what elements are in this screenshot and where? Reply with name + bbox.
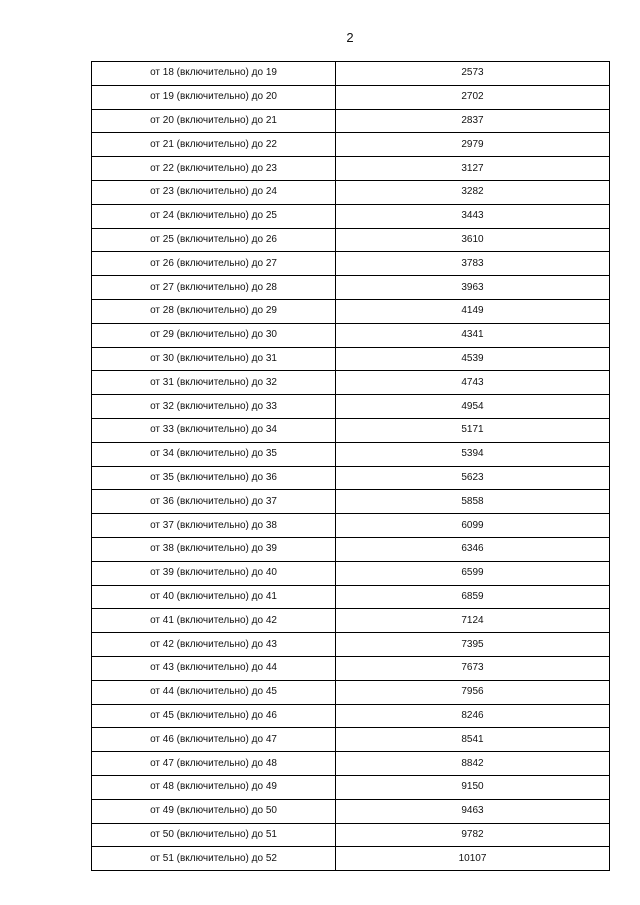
range-cell: от 37 (включительно) до 38	[92, 514, 336, 538]
table-row	[92, 775, 610, 799]
table-row	[92, 466, 610, 490]
range-cell: от 19 (включительно) до 20	[92, 85, 336, 109]
range-cell: от 41 (включительно) до 42	[92, 609, 336, 633]
table-row	[92, 347, 610, 371]
range-cell: от 46 (включительно) до 47	[92, 728, 336, 752]
table-row	[92, 656, 610, 680]
value-cell: 9782	[336, 823, 610, 847]
value-cell: 3282	[336, 180, 610, 204]
table-body	[92, 62, 610, 871]
value-cell: 2979	[336, 133, 610, 157]
value-cell: 5623	[336, 466, 610, 490]
table-row	[92, 537, 610, 561]
value-cell: 3127	[336, 157, 610, 181]
table-row	[92, 585, 610, 609]
table-row	[92, 371, 610, 395]
range-cell: от 21 (включительно) до 22	[92, 133, 336, 157]
table-row	[92, 157, 610, 181]
table-row	[92, 561, 610, 585]
table-row	[92, 133, 610, 157]
range-cell: от 42 (включительно) до 43	[92, 633, 336, 657]
table-row	[92, 299, 610, 323]
table-row	[92, 799, 610, 823]
value-cell: 4539	[336, 347, 610, 371]
table-row	[92, 418, 610, 442]
table-row	[92, 680, 610, 704]
value-cell: 10107	[336, 847, 610, 871]
range-cell: от 35 (включительно) до 36	[92, 466, 336, 490]
range-cell: от 26 (включительно) до 27	[92, 252, 336, 276]
value-cell: 3963	[336, 276, 610, 300]
table-row	[92, 752, 610, 776]
range-cell: от 25 (включительно) до 26	[92, 228, 336, 252]
range-cell: от 38 (включительно) до 39	[92, 537, 336, 561]
table-row	[92, 442, 610, 466]
value-cell: 6859	[336, 585, 610, 609]
table-row	[92, 276, 610, 300]
value-cell: 6346	[336, 537, 610, 561]
range-cell: от 32 (включительно) до 33	[92, 395, 336, 419]
value-cell: 7395	[336, 633, 610, 657]
value-cell: 5858	[336, 490, 610, 514]
table-row	[92, 228, 610, 252]
range-cell: от 27 (включительно) до 28	[92, 276, 336, 300]
range-cell: от 31 (включительно) до 32	[92, 371, 336, 395]
data-table	[91, 61, 610, 871]
value-cell: 5394	[336, 442, 610, 466]
range-cell: от 18 (включительно) до 19	[92, 62, 336, 86]
range-cell: от 45 (включительно) до 46	[92, 704, 336, 728]
value-cell: 9463	[336, 799, 610, 823]
range-cell: от 40 (включительно) до 41	[92, 585, 336, 609]
data-table-container	[91, 61, 607, 871]
range-cell: от 22 (включительно) до 23	[92, 157, 336, 181]
range-cell: от 30 (включительно) до 31	[92, 347, 336, 371]
table-row	[92, 323, 610, 347]
table-row	[92, 514, 610, 538]
range-cell: от 34 (включительно) до 35	[92, 442, 336, 466]
table-row	[92, 633, 610, 657]
range-cell: от 23 (включительно) до 24	[92, 180, 336, 204]
table-row	[92, 395, 610, 419]
range-cell: от 50 (включительно) до 51	[92, 823, 336, 847]
range-cell: от 36 (включительно) до 37	[92, 490, 336, 514]
table-row	[92, 204, 610, 228]
range-cell: от 43 (включительно) до 44	[92, 656, 336, 680]
range-cell: от 48 (включительно) до 49	[92, 775, 336, 799]
value-cell: 4149	[336, 299, 610, 323]
value-cell: 3443	[336, 204, 610, 228]
value-cell: 7956	[336, 680, 610, 704]
value-cell: 7124	[336, 609, 610, 633]
range-cell: от 28 (включительно) до 29	[92, 299, 336, 323]
table-row	[92, 252, 610, 276]
table-row	[92, 490, 610, 514]
range-cell: от 20 (включительно) до 21	[92, 109, 336, 133]
value-cell: 7673	[336, 656, 610, 680]
value-cell: 4743	[336, 371, 610, 395]
value-cell: 9150	[336, 775, 610, 799]
table-row	[92, 704, 610, 728]
value-cell: 2702	[336, 85, 610, 109]
table-row	[92, 62, 610, 86]
table-row	[92, 109, 610, 133]
range-cell: от 24 (включительно) до 25	[92, 204, 336, 228]
value-cell: 4341	[336, 323, 610, 347]
range-cell: от 39 (включительно) до 40	[92, 561, 336, 585]
table-row	[92, 180, 610, 204]
value-cell: 2573	[336, 62, 610, 86]
value-cell: 6099	[336, 514, 610, 538]
table-row	[92, 823, 610, 847]
value-cell: 8842	[336, 752, 610, 776]
table-row	[92, 609, 610, 633]
value-cell: 8541	[336, 728, 610, 752]
value-cell: 8246	[336, 704, 610, 728]
value-cell: 4954	[336, 395, 610, 419]
value-cell: 3783	[336, 252, 610, 276]
range-cell: от 29 (включительно) до 30	[92, 323, 336, 347]
range-cell: от 49 (включительно) до 50	[92, 799, 336, 823]
table-row	[92, 847, 610, 871]
value-cell: 6599	[336, 561, 610, 585]
value-cell: 5171	[336, 418, 610, 442]
range-cell: от 33 (включительно) до 34	[92, 418, 336, 442]
range-cell: от 51 (включительно) до 52	[92, 847, 336, 871]
value-cell: 2837	[336, 109, 610, 133]
table-row	[92, 85, 610, 109]
range-cell: от 44 (включительно) до 45	[92, 680, 336, 704]
table-row	[92, 728, 610, 752]
value-cell: 3610	[336, 228, 610, 252]
range-cell: от 47 (включительно) до 48	[92, 752, 336, 776]
page-number: 2	[346, 30, 354, 45]
